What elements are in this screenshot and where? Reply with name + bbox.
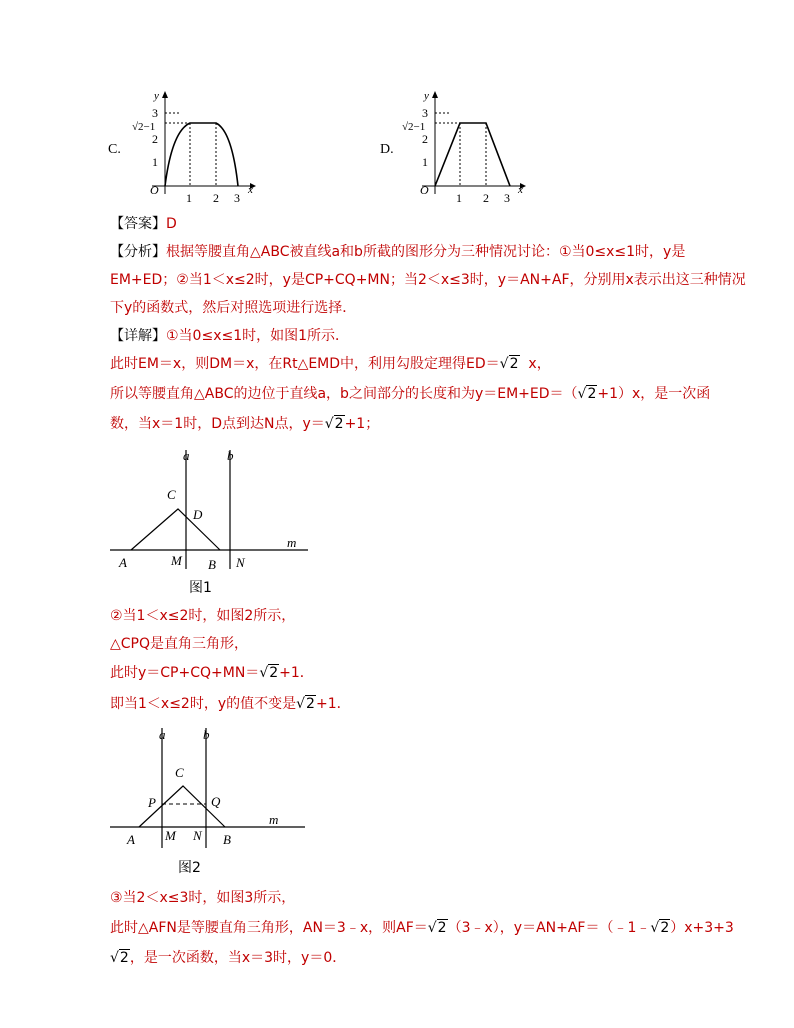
x-axis-label: x — [518, 184, 523, 196]
y-axis-arrow — [432, 91, 438, 98]
sqrt-symbol: √ — [577, 386, 587, 402]
x-tick-1: 1 — [456, 191, 462, 205]
sqrt-symbol: √ — [427, 920, 437, 936]
detail-line-4: 数，当x＝1时，D点到达N点，y＝√2+1； — [110, 416, 380, 432]
x-tick-3: 3 — [504, 191, 510, 205]
y-tick-3: 3 — [422, 106, 428, 120]
x-tick-2: 2 — [483, 191, 489, 205]
case2-line-2: △CPQ是直角三角形， — [110, 636, 249, 652]
figure-1 — [105, 444, 320, 600]
label-d: D — [193, 507, 203, 522]
label-m: m — [269, 812, 279, 827]
label-p: P — [148, 795, 156, 810]
detail-line-2: 此时EM＝x，则DM＝x，在Rt△EMD中，利用勾股定理得ED＝√2 x， — [110, 356, 551, 372]
answer-value: D — [166, 216, 177, 232]
case2-line-4: 即当1＜x≤2时，y的值不变是√2+1． — [110, 696, 351, 712]
y-tick-1: 1 — [152, 155, 158, 169]
label-B: B — [208, 557, 216, 572]
case3-line-2: 此时△AFN是等腰直角三角形，AN＝3﹣x，则AF＝√2（3﹣x），y＝AN+AF＝（﹣1﹣√2）x+3+3 — [110, 920, 734, 936]
sqrt-symbol: √ — [110, 950, 119, 966]
y-axis-label: y — [424, 90, 429, 102]
y-tick-2: 2 — [152, 132, 158, 146]
label-c: C — [175, 765, 184, 780]
label-B: B — [223, 832, 231, 847]
y-tick-1: 1 — [422, 155, 428, 169]
figure-1-caption: 图1 — [189, 580, 212, 596]
origin-label: O — [420, 183, 429, 197]
label-b: b — [203, 727, 210, 742]
sqrt-symbol: √ — [650, 920, 660, 936]
figure-2 — [105, 722, 315, 852]
label-N: N — [236, 555, 245, 570]
x-axis-label: x — [248, 184, 253, 196]
label-b: b — [227, 448, 234, 463]
option-c-graph — [130, 86, 260, 206]
curve — [165, 123, 238, 186]
label-M: M — [165, 828, 176, 843]
y-axis-arrow — [162, 91, 168, 98]
y-tick-2: 2 — [422, 132, 428, 146]
analysis-line-3: 下y的函数式，然后对照选项进行选择． — [110, 300, 357, 316]
label-a: a — [183, 448, 190, 463]
label-A: A — [127, 832, 135, 847]
label-N: N — [193, 828, 202, 843]
figure-2-caption: 图2 — [178, 860, 201, 876]
triangle-abc — [131, 509, 220, 550]
origin-label: O — [150, 183, 159, 197]
case2-line-3: 此时y＝CP+CQ+MN＝√2+1． — [110, 665, 314, 681]
sqrt-symbol: √ — [324, 416, 334, 432]
detail-line-3: 所以等腰直角△ABC的边位于直线a，b之间部分的长度和为y＝EM+ED＝（√2+1）x，是一次函 — [110, 386, 711, 402]
case3-line-3: √2，是一次函数，当x＝3时，y＝0． — [110, 950, 347, 966]
label-q: Q — [211, 794, 221, 809]
option-c-label: C. — [108, 142, 121, 157]
y-axis-label: y — [154, 90, 159, 102]
analysis-line-2: EM+ED；②当1＜x≤2时，y是CP+CQ+MN；当2＜x≤3时，y＝AN+AF，分别用x表示出这三种情况 — [110, 272, 746, 288]
option-d-label: D. — [380, 142, 394, 157]
y-level-label: √2−1 — [402, 121, 426, 133]
analysis-line-1: 【分析】根据等腰直角△ABC被直线a和b所截的图形分为三种情况讨论：①当0≤x≤1时，y是 — [110, 244, 686, 260]
sqrt-radicand: 2 — [509, 356, 519, 372]
case3-line-1: ③当2＜x≤3时，如图3所示， — [110, 890, 296, 906]
polyline — [435, 123, 510, 186]
answer-label: 【答案】 — [110, 216, 166, 232]
x-tick-1: 1 — [186, 191, 192, 205]
label-c: C — [167, 487, 176, 502]
analysis-label: 【分析】 — [110, 244, 166, 260]
y-level-label: √2−1 — [132, 121, 156, 133]
detail-line-1: 【详解】①当0≤x≤1时，如图1所示． — [110, 328, 350, 344]
sqrt-symbol: √ — [259, 665, 269, 681]
label-a: a — [159, 727, 166, 742]
answer-line — [110, 214, 177, 234]
sqrt-symbol: √ — [296, 696, 306, 712]
y-tick-3: 3 — [152, 106, 158, 120]
label-M: M — [171, 553, 182, 568]
case2-line-1: ②当1＜x≤2时，如图2所示， — [110, 608, 296, 624]
option-d-graph — [400, 86, 530, 206]
x-tick-2: 2 — [213, 191, 219, 205]
label-m: m — [287, 535, 297, 550]
label-A: A — [119, 555, 127, 570]
sqrt-symbol: √ — [499, 356, 509, 372]
x-tick-3: 3 — [234, 191, 240, 205]
detail-label: 【详解】 — [110, 328, 166, 344]
